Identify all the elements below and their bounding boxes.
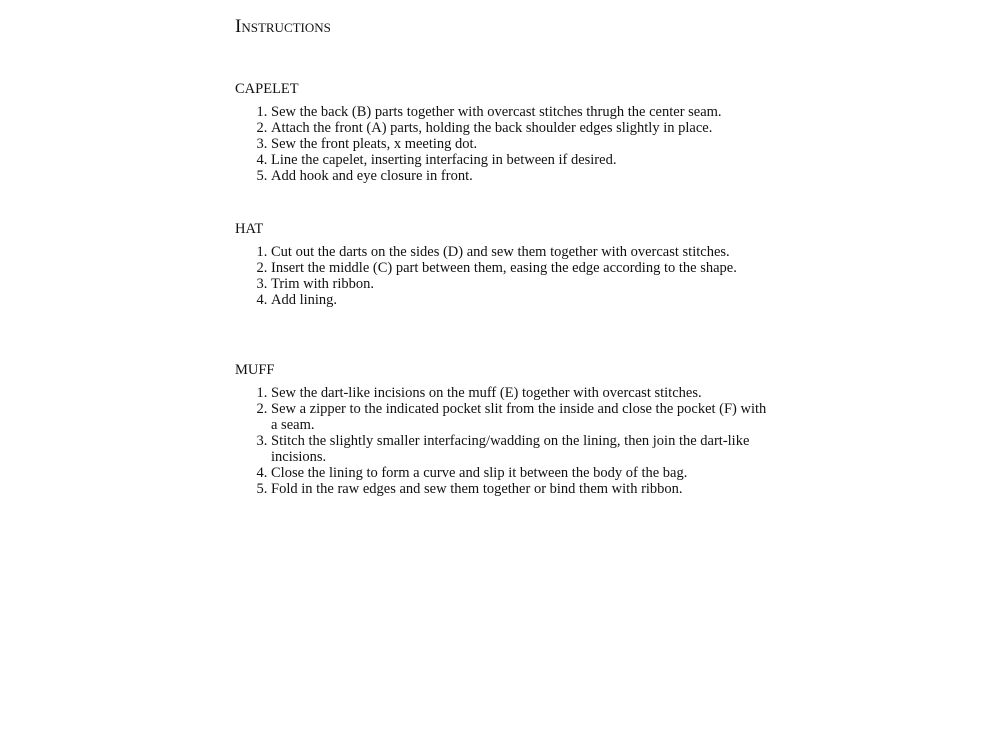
steps-list bbox=[235, 385, 767, 497]
steps-list bbox=[235, 244, 767, 308]
list-item: 2. Attach the front (A) parts, holding the back shoulder edges slightly in place. bbox=[271, 120, 767, 136]
list-item: 4. Close the lining to form a curve and slip it between the body of the bag. bbox=[271, 465, 767, 481]
list-item: 3. Trim with ribbon. bbox=[271, 276, 767, 292]
list-item: 3. Sew the front pleats, x meeting dot. bbox=[271, 136, 767, 152]
list-item: 5. Add hook and eye closure in front. bbox=[271, 168, 767, 184]
section-hat bbox=[235, 221, 767, 308]
section-heading: CAPELET bbox=[235, 81, 299, 97]
section-heading: MUFF bbox=[235, 362, 275, 378]
page-title: Instructions bbox=[235, 16, 331, 37]
section-capelet bbox=[235, 81, 767, 184]
list-item: 3. Stitch the slightly smaller interfacing/wadding on the lining, then join the dart-like incisions. bbox=[271, 433, 767, 465]
list-item: 2. Insert the middle (C) part between them, easing the edge according to the shape. bbox=[271, 260, 767, 276]
list-item: 4. Line the capelet, inserting interfacing in between if desired. bbox=[271, 152, 767, 168]
list-item: 2. Sew a zipper to the indicated pocket slit from the inside and close the pocket (F) with a seam. bbox=[271, 401, 767, 433]
section-muff bbox=[235, 362, 767, 497]
steps-list bbox=[235, 104, 767, 184]
list-item: 5. Fold in the raw edges and sew them together or bind them with ribbon. bbox=[271, 481, 767, 497]
list-item: 1. Cut out the darts on the sides (D) and sew them together with overcast stitches. bbox=[271, 244, 767, 260]
section-heading: HAT bbox=[235, 221, 264, 237]
list-item: 4. Add lining. bbox=[271, 292, 767, 308]
list-item: 1. Sew the back (B) parts together with overcast stitches thrugh the center seam. bbox=[271, 104, 767, 120]
list-item: 1. Sew the dart-like incisions on the muff (E) together with overcast stitches. bbox=[271, 385, 767, 401]
